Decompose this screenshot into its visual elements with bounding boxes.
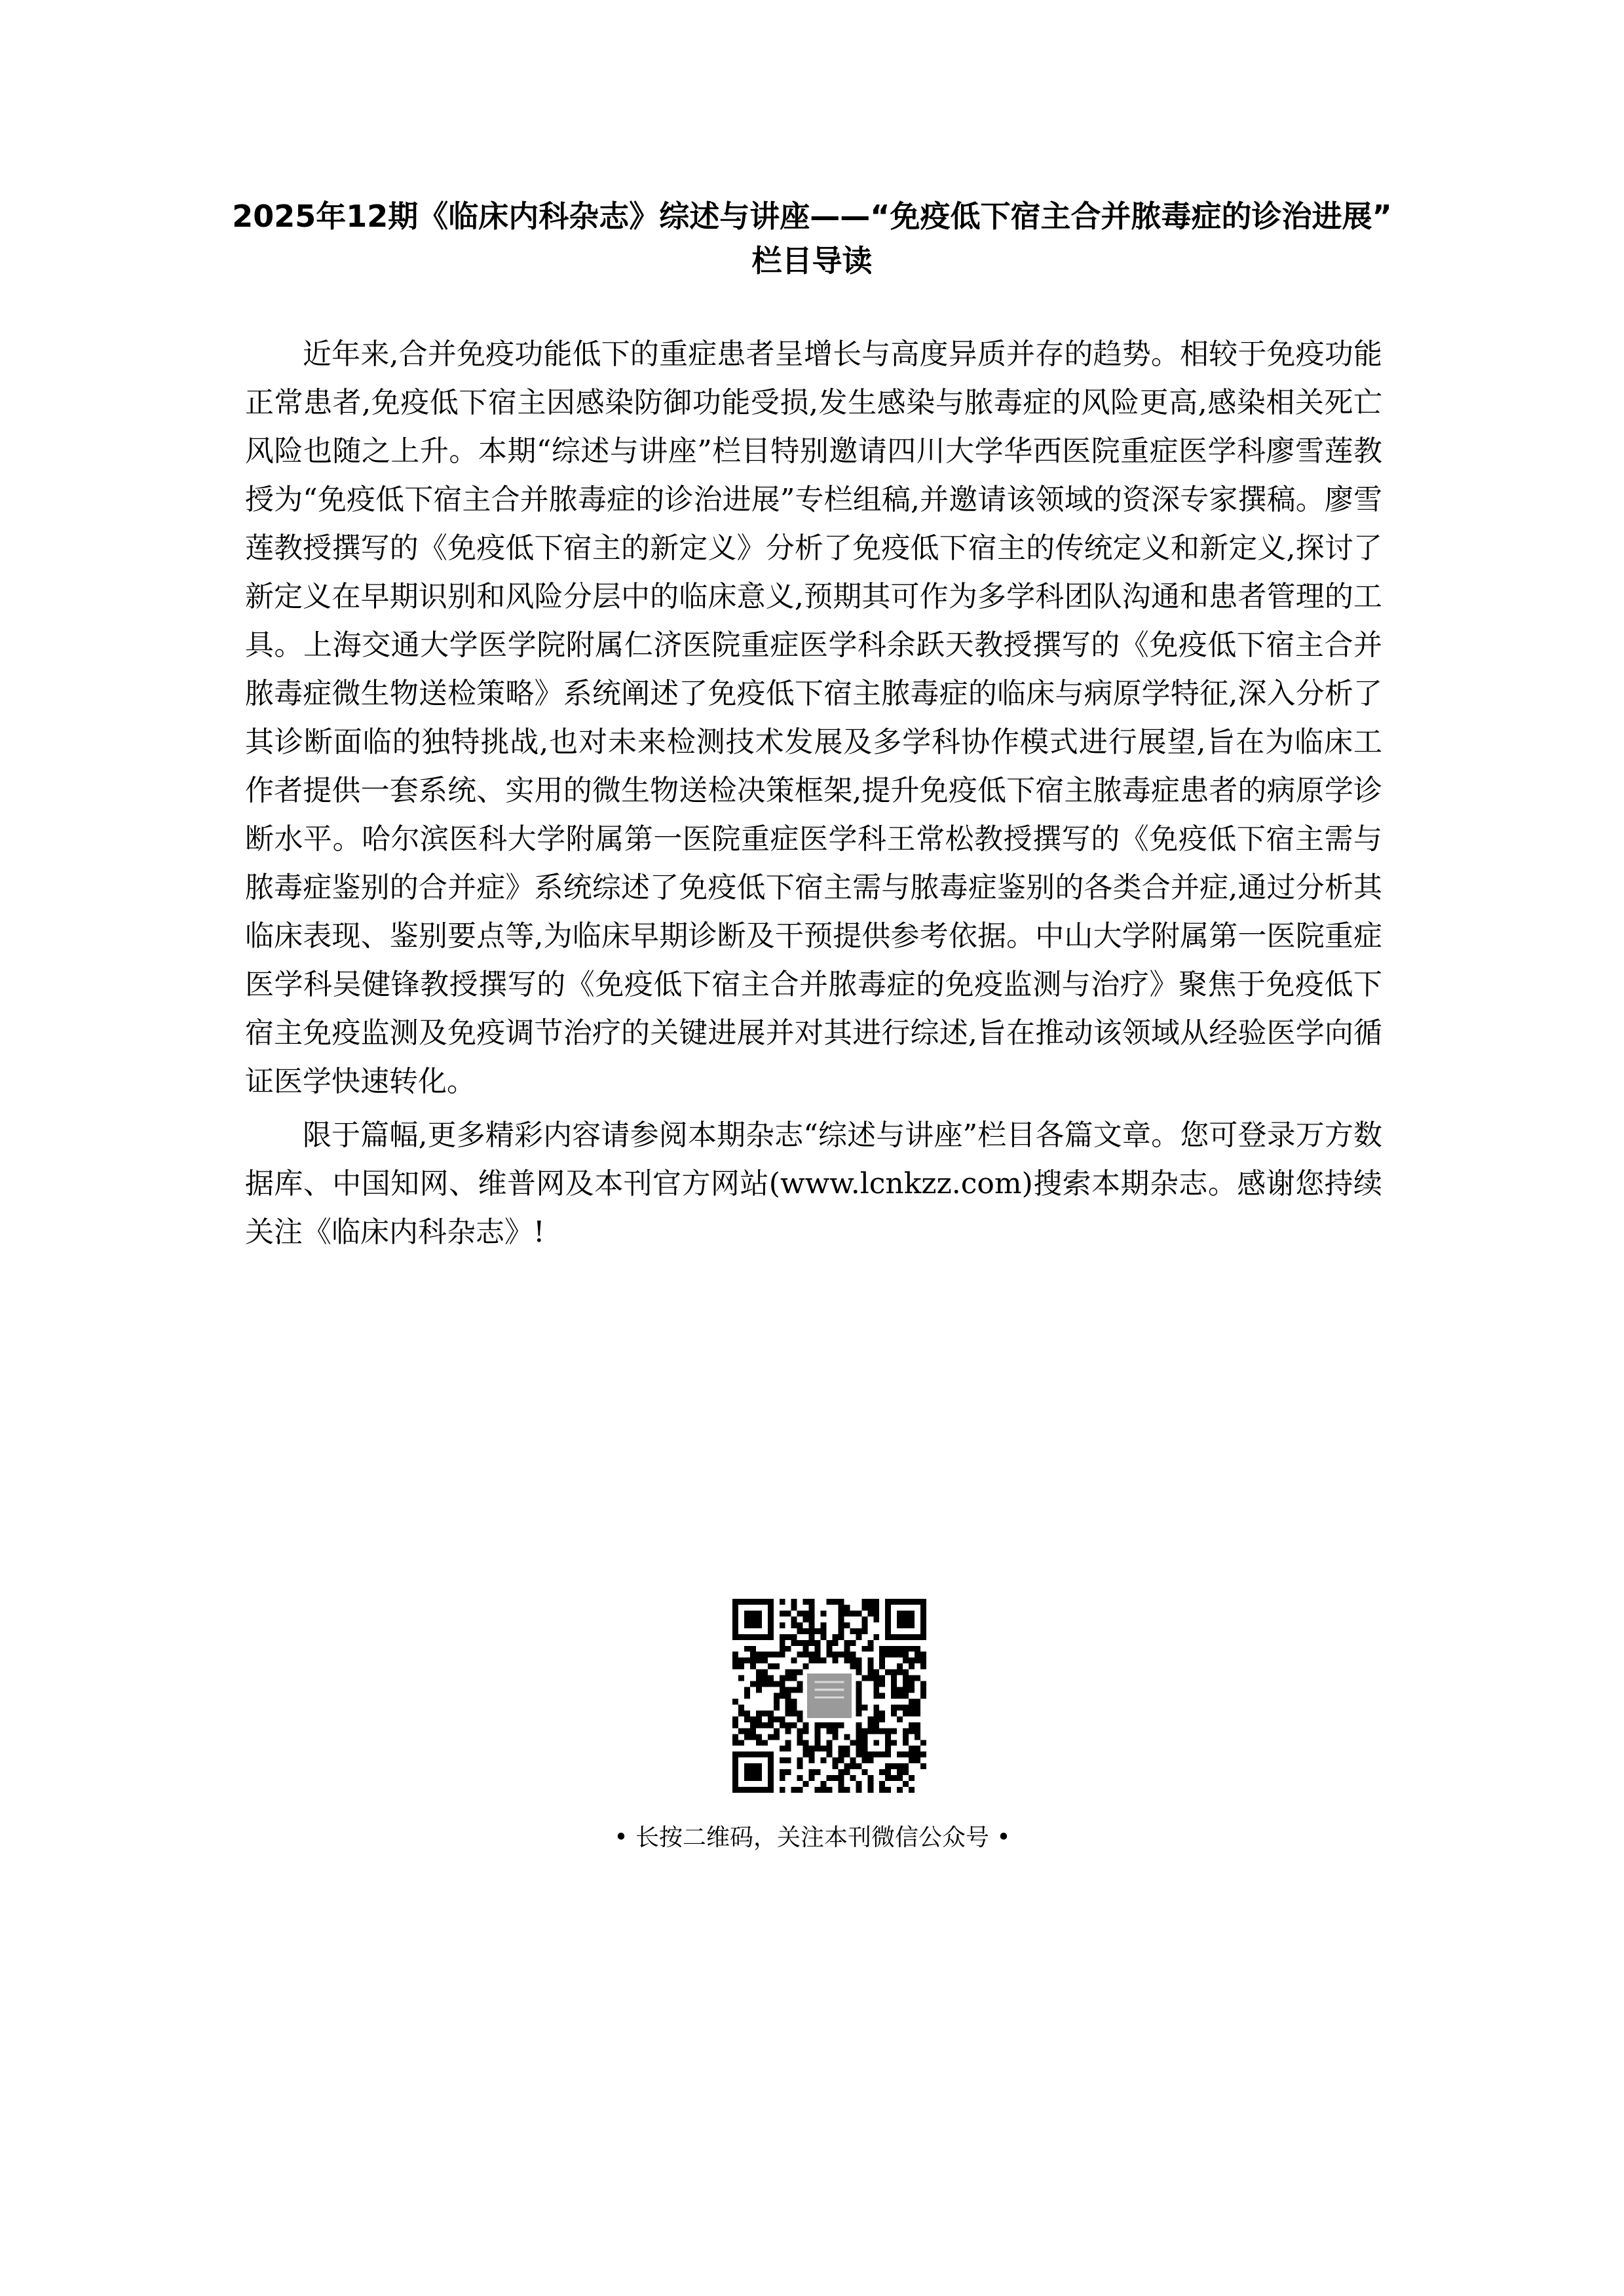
article-body: [245, 330, 1382, 1262]
qr-caption: • 长按二维码，关注本刊微信公众号 •: [614, 1824, 1011, 1851]
paragraph-intro: 近年来,合并免疫功能低下的重症患者呈增长与高度异质并存的趋势。相较于免疫功能正常患者,免疫低下宿主因感染防御功能受损,发生感染与脓毒症的风险更高,感染相关死亡风险也随之上升。本期“综述与讲座”栏目特别邀请四川大学华西医院重症医学科廖雪莲教授为“免疫低下宿主合并脓毒症的诊治进展”专栏组稿,并邀请该领域的资深专家撰稿。廖雪莲教授撰写的《免疫低下宿主的新定义》分析了免疫低下宿主的传统定义和新定义,探讨了新定义在早期识别和风险分层中的临床意义,预期其可作为多学科团队沟通和患者管理的工具。上海交通大学医学院附属仁济医院重症医学科余跃天教授撰写的《免疫低下宿主合并脓毒症微生物送检策略》系统阐述了免疫低下宿主脓毒症的临床与病原学特征,深入分析了其诊断面临的独特挑战,也对未来检测技术发展及多学科协作模式进行展望,旨在为临床工作者提供一套系统、实用的微生物送检决策框架,提升免疫低下宿主脓毒症患者的病原学诊断水平。哈尔滨医科大学附属第一医院重症医学科王常松教授撰写的《免疫低下宿主需与脓毒症鉴别的合并症》系统综述了免疫低下宿主需与脓毒症鉴别的各类合并症,通过分析其临床表现、鉴别要点等,为临床早期诊断及干预提供参考依据。中山大学附属第一医院重症医学科吴健锋教授撰写的《免疫低下宿主合并脓毒症的免疫监测与治疗》聚焦于免疫低下宿主免疫监测及免疫调节治疗的关键进展并对其进行综述,旨在推动该领域从经验医学向循证医学快速转化。: [245, 337, 1382, 1098]
title-line-2: 栏目导读: [751, 243, 873, 278]
title-line-1: 2025年12期《临床内科杂志》综述与讲座——“免疫低下宿主合并脓毒症的诊治进展”: [232, 199, 1392, 234]
qr-code-icon: [732, 1599, 926, 1793]
paragraph-closing: 限于篇幅,更多精彩内容请参阅本期杂志“综述与讲座”栏目各篇文章。您可登录万方数据库、中国知网、维普网及本刊官方网站(www.lcnkzz.com)搜索本期杂志。感谢您持续关注《临床内科杂志》!: [245, 1119, 1382, 1249]
page-title: [183, 194, 1441, 283]
